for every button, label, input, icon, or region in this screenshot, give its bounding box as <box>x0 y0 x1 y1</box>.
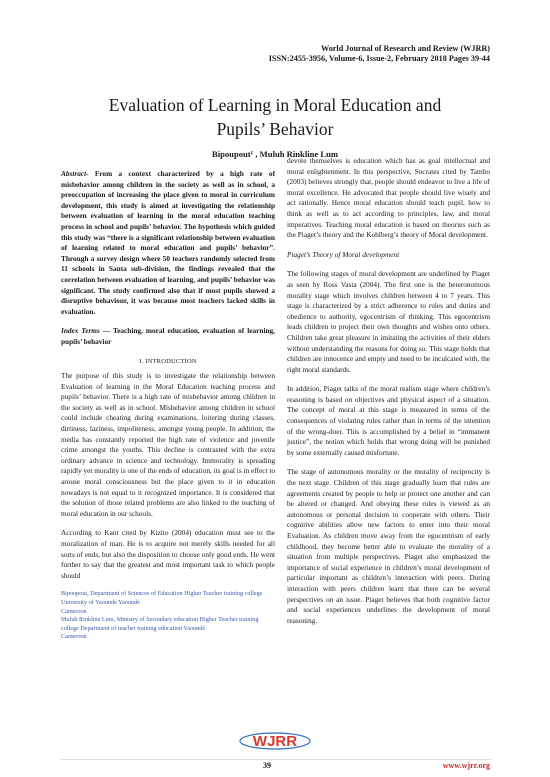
paper-title-line1: Evaluation of Learning in Moral Education and <box>108 95 442 115</box>
intro-paragraph-2: According to Kant cited by Kizito (2004) education must see to the moralization of man. He is to acquire not merely skills needed for all sorts of ends, but also the disposition to choose only good ends. He went further to say that the greatest and most important task to which people should <box>61 528 275 580</box>
journal-header-line1: World Journal of Research and Review (WJRR) <box>320 44 490 53</box>
journal-url: www.wjrr.org <box>442 761 490 770</box>
right-paragraph-4: The stage of autonomous morality or the morality of reciprocity is the next stage. Children of this stage gradually learn that rules are agreements created by people to help or protect one another and can be altered or changed. And obeying these rules is viewed as an autonomous or personal decision to cooperate with others. Their cognitive abilities allow new factors to enter into their moral Evaluation. As children move away from the egocentrism of early childhood, they become better able to evaluate the morality of a situation from multiple perspectives. Piaget also emphasized the importance of social experience in children’s moral development of particular important as children’s interaction with peers. During interaction with peers children learn that there can be several perspectives on an issue. Piaget believes that both cognitive factor and social experiences underlines the development of moral reasoning. <box>287 467 490 625</box>
footnote-line: Muluh Rinkline Lum, Ministry of Secondary education Higher Teacher training college Department of teacher training education Yaoundé <box>61 616 259 632</box>
footer-divider <box>61 759 491 760</box>
authors: Bipoupout¹ , Muluh Rinkline Lum <box>211 149 339 159</box>
abstract-text: From a context characterized by a high rate of misbehavior among children in the society as well as in school, a preoccupation of increasing the place given to moral in curriculum development, this study is aimed at investigating the relationship between evaluation of learning in the moral education teaching process in school and pupils’ behavior. The hypothesis which guided this study was “there is a significant relationship between evaluation of learning related to moral education and pupils’ behavior”. Through a survey design where 50 teachers randomly selected from 11 schools in Santa sub-division, the findings revealed that the correlation between evaluation of learning, and pupils’ behavior was significant. The study confirmed also that if most pupils showed a disruptive behaviour, it was because most teachers lacked skills in evaluation. <box>61 169 275 316</box>
journal-header-line2: ISSN:2455-3956, Volume-6, Issue-2, February 2018 Pages 39-44 <box>268 54 490 63</box>
logo-text: WJRR <box>252 733 298 750</box>
index-terms-text: — Teaching, moral education, evaluation of learning, pupils’ behavior <box>61 326 276 346</box>
right-column <box>287 156 490 635</box>
wjrr-logo <box>238 729 312 751</box>
footnote-line: Cameroon <box>61 607 87 615</box>
left-column <box>61 169 275 642</box>
abstract-label: Abstract- <box>61 169 89 178</box>
paper-title-line2: Pupils’ Behavior <box>216 119 334 139</box>
right-paragraph-3: In addition, Piaget talks of the moral realism stage where children’s reasoning is based on objectives and physical aspect of a situation. The concept of moral at this stage is measured in terms of the consequences of violating rules rather than in terms of the intention of the wrong-doer. This is accomplished by a belief in “immanent justice”, the notion which holds that wrong doing will be punished by some externally caused misfortune. <box>287 384 490 457</box>
footnote-line: Cameroon <box>61 633 87 641</box>
page-number: 39 <box>263 761 271 770</box>
right-paragraph-2: The following stages of moral development are underlined by Piaget as seen by Ross Vasta (2004). The first one is the heteronomous morality stage which involves children between 4 to 7 years. This stage is characterized by a strict adherence to rules and duties and obedience to authority, egocentrism of thinking. This egocentrism leads children to project their own thoughts and wishes onto others. Children take great pleasure in imitating the activities of their elders without understanding the reasons for doing so. This stage holds that children are innocence and empty and need to be inculcated with, the right moral standards. <box>287 269 490 374</box>
author-footnotes <box>61 590 275 642</box>
right-paragraph-1: devote themselves is education which has as goal intellectual and moral enlightenment. In this perspective, Socrates cited by Tambo (2003) believes strongly that, people should endeavor to live a life of moral excellence. He advocated that people should live wisely and act rationally. Hence moral education should teach pupil, how to think as well as to act according to principles, law, and moral imperatives. Teaching moral education is based on theories such as the Piaget’s theory and the Kohlberg’s theory of Moral development. <box>287 156 490 240</box>
introduction-heading: I. INTRODUCTION <box>139 357 197 365</box>
footnote-line: Bipoupout, Department of Sciences of Education Higher Teacher training college University of Yaoundé Yaoundé <box>61 590 263 606</box>
index-terms <box>61 326 275 347</box>
index-terms-label: Index Terms <box>61 326 100 336</box>
abstract <box>61 169 275 317</box>
intro-paragraph-1: The purpose of this study is to investigate the relationship between Evaluation of learning in the Moral Education teaching process and pupils’ behavior. There is a high rate of misbehavior among children in the society as well as in school. Misbehavior among children in school could include cheating during examinations, loitering during classes, dirtiness, laziness, impoliteness, amongst young people. In addition, the media has constantly reported the high rate of violence and juvenile crime amongst the youths. This decline is contrasted with the extra ordinary advance in science and technology. Immorality is spreading rapidly yet morality is one of the ends of education, its goal is in effect to arouse moral consciousness but the place given to it in education nowadays is not equal to it recognized importance. It is considered that the solution of those related problems are also linked to the teaching of moral education in our schools. <box>61 371 275 518</box>
piaget-subheading: Piaget’s Theory of Moral development <box>287 249 400 259</box>
